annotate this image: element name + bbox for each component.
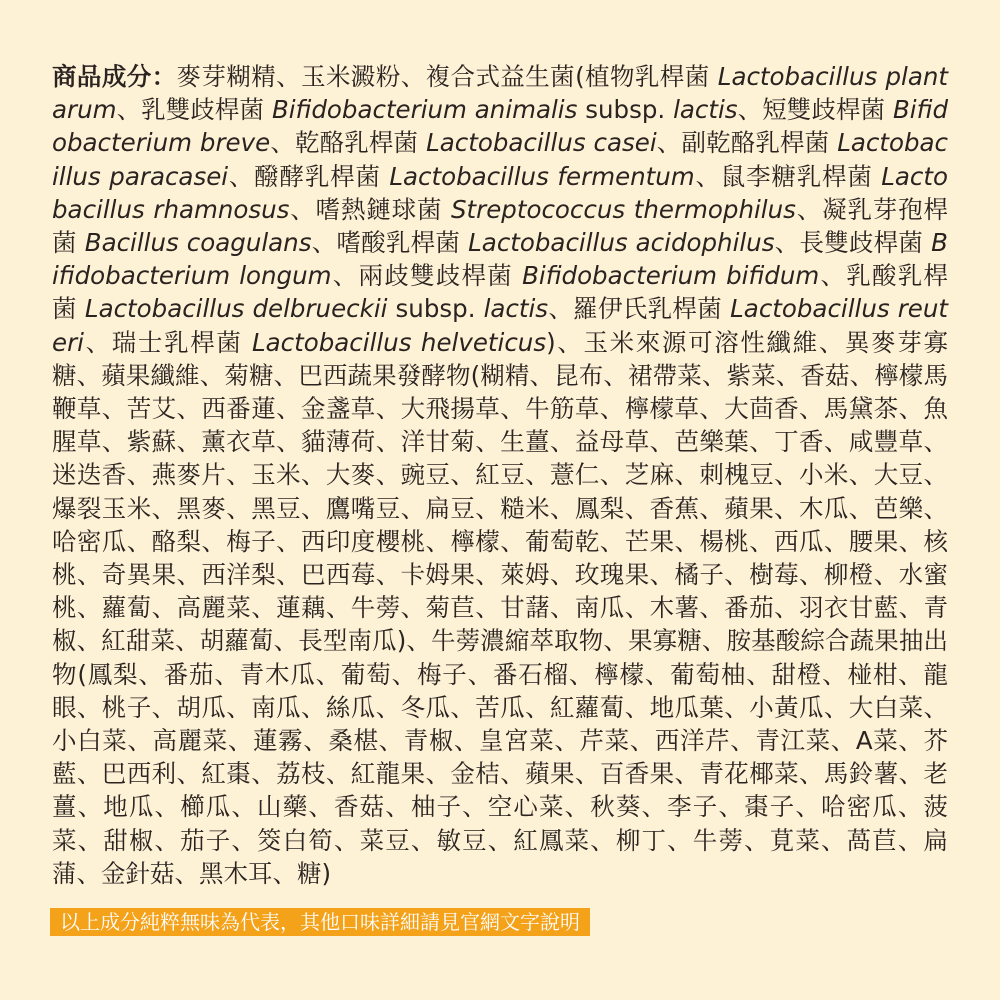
species-name: Bifidobacterium bifidum [522, 261, 820, 291]
species-name: Lactobacillus casei [426, 128, 657, 158]
ingredient-text: 、鼠李糖乳桿菌 [694, 161, 882, 191]
flavor-note-banner: 以上成分純粹無味為代表，其他口味詳細請見官網文字說明 [50, 908, 590, 936]
species-name: lactis [483, 294, 549, 324]
ingredient-text: 、兩歧雙歧桿菌 [331, 261, 523, 291]
species-name: Bacillus coagulans [84, 228, 312, 258]
ingredient-text: )、玉米來源可溶性纖維、異麥芽寡糖、蘋果纖維、菊糖、巴西蔬果發酵物(糊精、昆布、裙帶菜、紫菜、香菇、檸檬馬鞭草、苦艾、西番蓮、金盞草、大飛揚草、牛筋草、檸檬草、大茴香、馬黛茶、魚腥草、紫蘇、薰衣草、貓薄荷、洋甘菊、生薑、益母草、芭樂葉、丁香、咸豐草、迷迭香、燕麥片、玉米、大麥、豌豆、紅豆、薏仁、芝麻、刺槐豆、小米、大豆、爆裂玉米、黑麥、黑豆、鷹嘴豆、扁豆、糙米、鳳梨、香蕉、蘋果、木瓜、芭樂、哈密瓜、酪梨、梅子、西印度櫻桃、檸檬、葡萄乾、芒果、楊桃、西瓜、腰果、核桃、奇異果、西洋梨、巴西莓、卡姆果、萊姆、玫瑰果、橘子、樹莓、柳橙、水蜜桃、蘿蔔、高麗菜、蓮藕、牛蒡、菊苣、甘藷、南瓜、木薯、番茄、羽衣甘藍、青椒、紅甜菜、胡蘿蔔、長型南瓜)、牛蒡濃縮萃取物、果寡糖、胺基酸綜合蔬果抽出物(鳳梨、番茄、青木瓜、葡萄、梅子、番石榴、檸檬、葡萄柚、甜橙、椪柑、龍眼、桃子、胡瓜、南瓜、絲瓜、冬瓜、苦瓜、紅蘿蔔、地瓜葉、小黃瓜、大白菜、小白菜、高麗菜、蓮霧、桑椹、青椒、皇宮菜、芹菜、西洋芹、青江菜、A菜、芥藍、巴西利、紅棗、荔枝、紅龍果、金桔、蘋果、百香果、青花椰菜、馬鈴薯、老薑、地瓜、櫛瓜、山藥、香菇、柚子、空心菜、秋葵、李子、棗子、哈密瓜、菠菜、甜椒、茄子、筊白筍、菜豆、敏豆、紅鳳菜、柳丁、牛蒡、莧菜、萵苣、扁蒲、金針菇、黑木耳、糖) [52, 327, 948, 888]
species-name: Lactobacillus paracasei [52, 128, 948, 191]
ingredient-text: 、副乾酪乳桿菌 [656, 128, 838, 158]
ingredient-text: 、瑞士乳桿菌 [83, 327, 252, 357]
ingredient-text: 麥芽糊精、玉米澱粉、複合式益生菌(植物乳桿菌 [176, 62, 718, 91]
ingredients-label: 商品成分： [52, 62, 177, 91]
ingredient-text: 、嗜熱鏈球菌 [289, 194, 451, 224]
ingredient-text: 、乳酸乳桿菌 [52, 261, 949, 324]
ingredient-text: 、乳雙歧桿菌 [116, 95, 272, 125]
species-name: Lactobacillus helveticus [252, 327, 547, 357]
species-name: Lactobacillus acidophilus [468, 228, 775, 258]
ingredients-text [52, 62, 948, 888]
ingredient-text: 、羅伊氏乳桿菌 [548, 294, 731, 324]
ingredient-text: subsp. [387, 294, 484, 324]
ingredient-text: 、醱酵乳桿菌 [228, 161, 390, 191]
ingredient-text: 、長雙歧桿菌 [774, 228, 932, 258]
ingredient-text: 、凝乳芽孢桿菌 [52, 194, 948, 258]
species-name: Bifidobacterium longum [52, 228, 948, 291]
species-name: Bifidobacterium animalis [271, 95, 578, 125]
species-name: Streptococcus thermophilus [451, 194, 796, 224]
species-name: Bifidobacterium breve [52, 95, 948, 158]
species-name: Lactobacillus plantarum [52, 62, 948, 125]
species-name: Lactobacillus fermentum [389, 161, 695, 191]
ingredient-text: 、嗜酸乳桿菌 [311, 228, 469, 258]
species-name: lactis [673, 95, 738, 125]
ingredient-text: 、乾酪乳桿菌 [270, 128, 427, 158]
species-name: Lactobacillus reuteri [52, 294, 949, 357]
ingredients-paragraph [52, 60, 948, 890]
species-name: Lactobacillus delbrueckii [84, 294, 388, 324]
ingredient-text: 、短雙歧桿菌 [737, 95, 893, 125]
species-name: Lactobacillus rhamnosus [52, 161, 948, 224]
ingredient-text: subsp. [577, 95, 674, 125]
